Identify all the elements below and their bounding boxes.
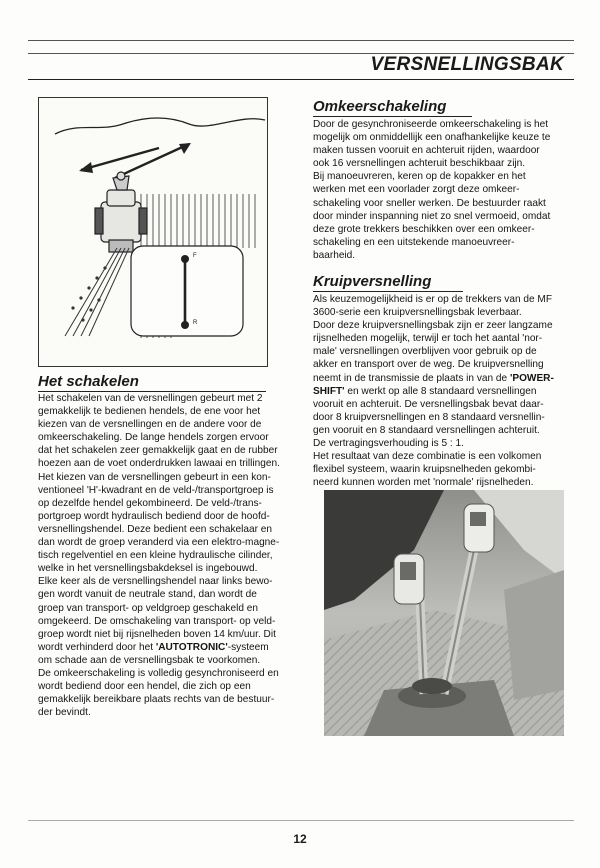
het-schakelen-text-part-2: -systeem om schade aan de versnellingsbak te voorkomen. De omkeerschakeling is volledig gesynchroniseerd en wordt bediend door een hendel, die zich op een gemakkelijk bereikbare plaats rechts van de bestuur- der bevindt. bbox=[38, 641, 279, 719]
tractor-manoeuvre-diagram bbox=[38, 97, 268, 367]
omkeerschakeling-text: Door de gesynchroniseerde omkeerschakeling is het mogelijk om onmiddellijk een onafhankelijke keuze te maken tussen vooruit en achteruit rijden, waardoor ook 16 versnellingen achteruit beschikbaar zijn. Bij manoeuvreren, keren op de kopakker en het werken met een voorlader zorgt deze omkeer- schakeling voor sneller werken. De bestuurder raakt door minder inspanning niet zo snel vermoeid, omdat deze grote trekkers beschikken over een omkeer- schakeling en een uitstekende manoeuvreer- baarheid. bbox=[313, 119, 551, 261]
gear-levers-photo bbox=[324, 490, 564, 736]
page-title: VERSNELLINGSBAK bbox=[370, 54, 564, 75]
het-schakelen-text bbox=[38, 392, 296, 719]
kruipversnelling-heading: Kruipversnelling bbox=[313, 274, 463, 292]
lever-label-r: R bbox=[193, 320, 198, 326]
kruipversnelling-text-part-1: Als keuzemogelijkheid is er op de trekkers van de MF 3600-serie een kruipversnellingsbak leverbaar. Door deze kruipversnellingsbak zijn er zeer langzame rijsnelheden mogelijk, terwijl er toch het aantal 'nor- male' versnellingen overblijven voor gebruik op de akker en transport over de weg. De kruipversnelling neemt in de transmissie de plaats in van de bbox=[313, 294, 553, 384]
omkeerschakeling-heading: Omkeerschakeling bbox=[313, 99, 472, 117]
powershift-term: 'POWER- SHIFT' bbox=[313, 372, 554, 397]
kruipversnelling-text bbox=[313, 293, 575, 489]
header-rule-bottom bbox=[28, 79, 574, 80]
het-schakelen-text-part-1: Het schakelen van de versnellingen gebeurt met 2 gemakkelijk te bedienen hendels, de ene voor het kiezen van de versnellingen en de andere voor de omkeerschakeling. De lange hendels zorgen ervoor dat het schakelen zeer gemakkelijk gaat en de rubber hoezen aan de voet onderdrukken lawaai en trillingen. Het kiezen van de versnellingen gebeurt in een kon- ventioneel 'H'-kwadrant en de veld-/transportgroep is op dezelfde hendel gekombineerd. De veld-/trans- portgroep wordt hydraulisch bediend door de hoofd- versnellingshendel. Deze bedient een schakelaar en dan wordt de groep veranderd via een elektro-magne- tisch regelventiel en een kleine hydraulische cilinder, welke in het versnellingsbakdeksel is ingebouwd. Elke keer als de versnellingshendel naar links bewo- gen wordt vanuit de neutrale stand, dan wordt de groep van transport- op veldgroep geschakeld en omgekeerd. De omschakeling van transport- op veld- groep wordt niet bij rijsnelheden boven 14 km/uur. Dit wordt verhinderd door het bbox=[38, 393, 280, 653]
autotronic-term: 'AUTOTRONIC' bbox=[155, 641, 228, 653]
het-schakelen-heading: Het schakelen bbox=[38, 374, 266, 392]
lever-label-f: F bbox=[193, 253, 197, 259]
kruipversnelling-text-part-2: en werkt op alle 8 standaard versnellingen vooruit en achteruit. De versnellingsbak bevat daar- door 8 kruipversnellingen en 8 standaard versnellin- gen vooruit en 8 standaard versnellingen achteruit. De vertragingsverhouding is 5 : 1. Het resultaat van deze combinatie is een volkomen flexibel systeem, waarin kruipsnelheden gekombi- neerd kunnen worden met 'normale' rijsnelheden. bbox=[313, 385, 545, 489]
page-number: 12 bbox=[293, 832, 307, 846]
header-rule-top bbox=[28, 40, 574, 41]
gear-levers-photo-drawing bbox=[324, 490, 564, 736]
footer-rule bbox=[28, 820, 574, 821]
tractor-diagram-drawing bbox=[39, 98, 267, 366]
